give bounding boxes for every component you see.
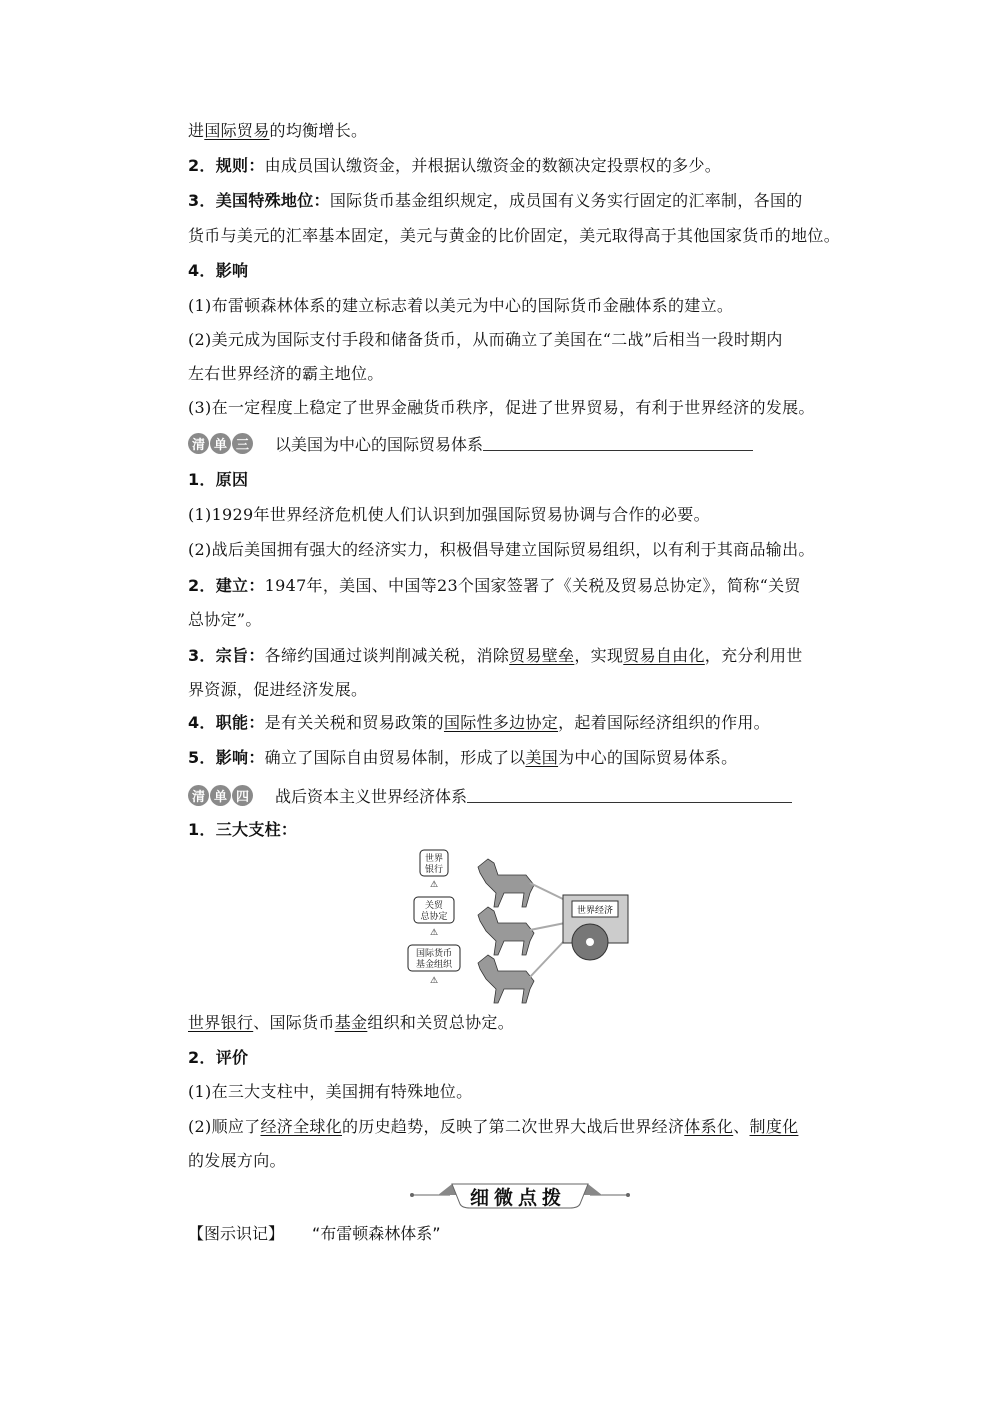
text-line xyxy=(188,748,737,768)
text-segment: 国际货币基金组织规定，成员国有义务实行固定的汇率制，各国的 xyxy=(329,191,803,210)
item-label: 1．原因 xyxy=(188,470,249,489)
text-segment: 进 xyxy=(188,121,205,140)
three-pillars-illustration xyxy=(400,845,650,1005)
pillar-label: 关贸 xyxy=(424,901,444,911)
text-segment: ，起着国际经济组织的作用。 xyxy=(558,713,770,732)
triangle-icon: ⚠ xyxy=(429,880,439,890)
pillar-label: 银行 xyxy=(424,865,444,875)
badge-char: 清 xyxy=(188,785,209,806)
section-badge xyxy=(188,433,253,454)
text-segment: 1947年，美国、中国等23个国家签署了《关税及贸易总协定》，简称“关贸 xyxy=(264,576,801,595)
text-segment: 货币与美元的汇率基本固定，美元与黄金的比价固定，美元取得高于其他国家货币的地位。 xyxy=(188,226,841,245)
badge-char: 清 xyxy=(188,433,209,454)
text-segment: 界资源，促进经济发展。 xyxy=(188,680,368,699)
figure-memo xyxy=(188,1221,441,1244)
key-term: 贸易自由化 xyxy=(623,646,705,665)
text-segment: 是有关关税和贸易政策的 xyxy=(264,713,444,732)
pillar-label: 基金组织 xyxy=(415,960,453,970)
item-label: 1．三大支柱： xyxy=(188,820,298,839)
item-label: 4．职能： xyxy=(188,713,265,732)
memo-label: 【图示识记】 xyxy=(188,1224,285,1243)
text-line xyxy=(188,364,384,384)
text-line xyxy=(188,1117,798,1137)
section-title: 以美国为中心的国际贸易体系 xyxy=(275,434,484,454)
triangle-icon: ⚠ xyxy=(429,976,439,986)
key-term: 制度化 xyxy=(749,1117,799,1136)
key-term: 美国 xyxy=(525,748,559,767)
text-segment: 的发展方向。 xyxy=(188,1151,286,1170)
text-segment: 为中心的国际贸易体系。 xyxy=(558,748,738,767)
text-segment: (3)在一定程度上稳定了世界金融货币秩序，促进了世界贸易，有利于世界经济的发展。 xyxy=(188,398,815,417)
text-segment: 由成员国认缴资金，并根据认缴资金的数额决定投票权的多少。 xyxy=(264,156,722,175)
text-line xyxy=(188,1151,286,1171)
item-label: 2．规则： xyxy=(188,156,265,175)
badge-char: 单 xyxy=(210,785,231,806)
text-segment: 的历史趋势，反映了第二次世界大战后世界经济 xyxy=(341,1117,685,1136)
text-segment: 的均衡增长。 xyxy=(269,121,368,140)
text-line xyxy=(188,610,262,630)
section-badge xyxy=(188,785,253,806)
memo-title: “布雷顿森林体系” xyxy=(312,1224,441,1243)
item-label: 2．评价 xyxy=(188,1048,249,1067)
pillar-label: 国际货币 xyxy=(415,949,453,959)
text-segment: (2)战后美国拥有强大的经济实力，积极倡导建立国际贸易组织，以有利于其商品输出。 xyxy=(188,540,815,559)
text-line xyxy=(188,1013,514,1033)
text-line xyxy=(188,330,783,350)
text-line xyxy=(188,713,770,733)
pillar-label: 总协定 xyxy=(420,912,448,922)
text-segment: 左右世界经济的霸主地位。 xyxy=(188,364,384,383)
item-label: 5．影响： xyxy=(188,748,265,767)
text-segment: ，充分利用世 xyxy=(704,646,803,665)
text-line xyxy=(188,540,815,560)
text-segment: 确立了国际自由贸易体制，形成了以 xyxy=(264,748,526,767)
text-line xyxy=(188,296,733,316)
text-line xyxy=(188,261,248,281)
reins xyxy=(530,883,565,977)
text-line xyxy=(188,398,815,418)
text-line xyxy=(188,576,801,596)
text-line xyxy=(188,191,803,211)
text-line xyxy=(188,470,248,490)
text-segment: (1)布雷顿森林体系的建立标志着以美元为中心的国际货币金融体系的建立。 xyxy=(188,296,734,315)
key-term: 世界银行 xyxy=(188,1013,254,1032)
key-term: 经济全球化 xyxy=(260,1117,342,1136)
item-label: 4．影响 xyxy=(188,261,249,280)
text-segment: ，实现 xyxy=(574,646,624,665)
key-term: 体系化 xyxy=(684,1117,734,1136)
banner-title: 细微点拨 xyxy=(470,1187,567,1209)
key-term: 基金 xyxy=(334,1013,368,1032)
text-line xyxy=(188,505,710,525)
text-line xyxy=(188,226,840,246)
cart-label: 世界经济 xyxy=(576,906,614,916)
text-line xyxy=(188,1082,472,1102)
badge-char: 四 xyxy=(232,785,253,806)
text-segment: (1)在三大支柱中，美国拥有特殊地位。 xyxy=(188,1082,473,1101)
divider xyxy=(483,436,753,451)
pillar-label: 世界 xyxy=(424,854,444,864)
section-header-4 xyxy=(188,783,792,807)
text-segment: (2)美元成为国际支付手段和储备货币，从而确立了美国在“二战”后相当一段时期内 xyxy=(188,330,783,349)
triangle-icon: ⚠ xyxy=(429,928,439,938)
item-label: 3．宗旨： xyxy=(188,646,265,665)
text-line xyxy=(188,820,297,840)
badge-char: 三 xyxy=(232,433,253,454)
horses xyxy=(478,859,534,1003)
item-label: 2．建立： xyxy=(188,576,265,595)
badge-char: 单 xyxy=(210,433,231,454)
section-title: 战后资本主义世界经济体系 xyxy=(275,786,468,806)
text-segment: 总协定”。 xyxy=(188,610,262,629)
key-term: 国际贸易 xyxy=(204,121,270,140)
key-term: 贸易壁垒 xyxy=(509,646,575,665)
text-segment: 、国际货币 xyxy=(253,1013,335,1032)
text-segment: (2)顺应了 xyxy=(188,1117,261,1136)
text-line xyxy=(188,1048,248,1068)
text-segment: 各缔约国通过谈判削减关税，消除 xyxy=(264,646,510,665)
text-line xyxy=(188,680,367,700)
text-line xyxy=(188,121,367,141)
key-term: 国际性多边协定 xyxy=(443,713,559,732)
text-line xyxy=(188,646,803,666)
text-segment: 组织和关贸总协定。 xyxy=(367,1013,515,1032)
item-label: 3．美国特殊地位： xyxy=(188,191,330,210)
text-line xyxy=(188,156,721,176)
text-segment: (1)1929年世界经济危机使人们认识到加强国际贸易协调与合作的必要。 xyxy=(188,505,710,524)
section-header-3 xyxy=(188,431,753,455)
text-segment: 、 xyxy=(733,1117,750,1136)
divider xyxy=(467,788,792,803)
